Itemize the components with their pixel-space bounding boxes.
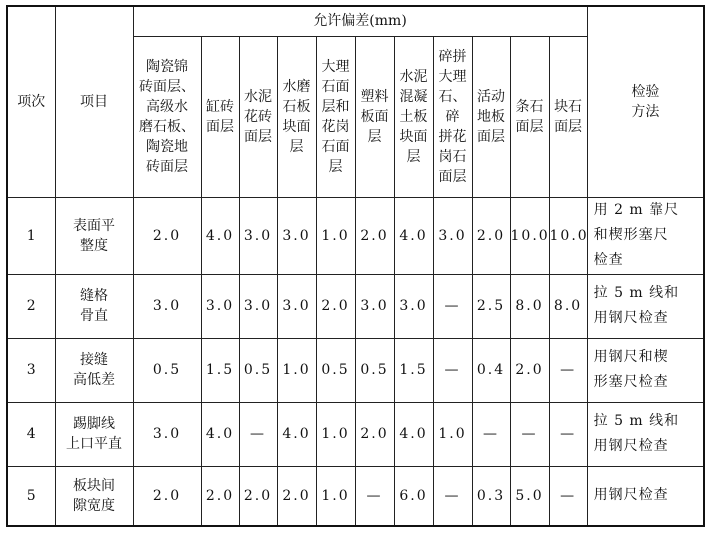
header-column: 碎拼 大理 石、碎 拼花 岗石 面层 bbox=[433, 36, 472, 197]
cell-value: 4.0 bbox=[201, 197, 239, 274]
cell-value: — bbox=[433, 338, 472, 402]
cell-value: — bbox=[549, 402, 587, 466]
cell-value: 0.4 bbox=[472, 338, 510, 402]
cell-value: 5.0 bbox=[510, 466, 549, 526]
header-column: 活动 地板 面层 bbox=[472, 36, 510, 197]
table-row bbox=[7, 274, 704, 338]
row-seq: 1 bbox=[7, 197, 55, 274]
cell-value: 1.0 bbox=[433, 402, 472, 466]
cell-value: — bbox=[355, 466, 394, 526]
table-row bbox=[7, 402, 704, 466]
header-item: 项目 bbox=[55, 6, 133, 197]
cell-value: — bbox=[433, 466, 472, 526]
header-column: 条石 面层 bbox=[510, 36, 549, 197]
cell-value: 1.0 bbox=[277, 338, 316, 402]
cell-value: 2.0 bbox=[355, 402, 394, 466]
cell-value: 4.0 bbox=[201, 402, 239, 466]
table-body bbox=[7, 197, 704, 526]
cell-value: 4.0 bbox=[277, 402, 316, 466]
row-method: 拉 5 m 线和 用钢尺检查 bbox=[587, 274, 704, 338]
row-item: 踢脚线 上口平直 bbox=[55, 402, 133, 466]
row-method: 用钢尺检查 bbox=[587, 466, 704, 526]
cell-value: 2.0 bbox=[316, 274, 355, 338]
cell-value: 8.0 bbox=[549, 274, 587, 338]
header-method: 检验 方法 bbox=[587, 6, 704, 197]
cell-value: 0.3 bbox=[472, 466, 510, 526]
cell-value: 1.0 bbox=[316, 402, 355, 466]
document-page bbox=[6, 5, 705, 527]
cell-value: 3.0 bbox=[239, 274, 277, 338]
cell-value: 1.5 bbox=[201, 338, 239, 402]
cell-value: 6.0 bbox=[394, 466, 433, 526]
table-row bbox=[7, 197, 704, 274]
header-tolerance-group: 允许偏差(mm) bbox=[133, 6, 587, 36]
header-row-group bbox=[7, 6, 704, 36]
cell-value: 2.0 bbox=[472, 197, 510, 274]
cell-value: 2.0 bbox=[133, 466, 201, 526]
header-column: 陶瓷锦 砖面层、 高级水 磨石板、 陶瓷地 砖面层 bbox=[133, 36, 201, 197]
header-seq: 项次 bbox=[7, 6, 55, 197]
row-seq: 2 bbox=[7, 274, 55, 338]
cell-value: 3.0 bbox=[133, 402, 201, 466]
header-column: 大理 石面 层和 花岗 石面 层 bbox=[316, 36, 355, 197]
cell-value: 10.0 bbox=[510, 197, 549, 274]
row-item: 板块间 隙宽度 bbox=[55, 466, 133, 526]
row-seq: 3 bbox=[7, 338, 55, 402]
cell-value: 2.0 bbox=[133, 197, 201, 274]
table-row bbox=[7, 466, 704, 526]
row-item: 缝格 骨直 bbox=[55, 274, 133, 338]
cell-value: 2.0 bbox=[510, 338, 549, 402]
row-method: 用钢尺和楔 形塞尺检查 bbox=[587, 338, 704, 402]
header-column: 水磨 石板 块面 层 bbox=[277, 36, 316, 197]
cell-value: 2.0 bbox=[277, 466, 316, 526]
header-column: 块石 面层 bbox=[549, 36, 587, 197]
cell-value: 4.0 bbox=[394, 402, 433, 466]
header-column: 缸砖 面层 bbox=[201, 36, 239, 197]
header-column: 水泥 花砖 面层 bbox=[239, 36, 277, 197]
cell-value: 2.5 bbox=[472, 274, 510, 338]
cell-value: 1.0 bbox=[316, 197, 355, 274]
cell-value: 1.5 bbox=[394, 338, 433, 402]
cell-value: 2.0 bbox=[355, 197, 394, 274]
cell-value: — bbox=[472, 402, 510, 466]
cell-value: 0.5 bbox=[355, 338, 394, 402]
cell-value: — bbox=[549, 466, 587, 526]
cell-value: 0.5 bbox=[316, 338, 355, 402]
cell-value: 0.5 bbox=[239, 338, 277, 402]
row-seq: 4 bbox=[7, 402, 55, 466]
cell-value: 2.0 bbox=[201, 466, 239, 526]
cell-value: — bbox=[239, 402, 277, 466]
cell-value: 8.0 bbox=[510, 274, 549, 338]
cell-value: 10.0 bbox=[549, 197, 587, 274]
cell-value: 3.0 bbox=[277, 197, 316, 274]
table-row bbox=[7, 338, 704, 402]
row-seq: 5 bbox=[7, 466, 55, 526]
cell-value: 3.0 bbox=[277, 274, 316, 338]
cell-value: — bbox=[510, 402, 549, 466]
cell-value: 3.0 bbox=[433, 197, 472, 274]
row-method: 用 2 m 靠尺 和楔形塞尺 检查 bbox=[587, 197, 704, 274]
cell-value: 3.0 bbox=[201, 274, 239, 338]
header-column: 塑料 板面 层 bbox=[355, 36, 394, 197]
cell-value: — bbox=[549, 338, 587, 402]
cell-value: 4.0 bbox=[394, 197, 433, 274]
row-method: 拉 5 m 线和 用钢尺检查 bbox=[587, 402, 704, 466]
header-column: 水泥 混凝 土板 块面 层 bbox=[394, 36, 433, 197]
cell-value: 3.0 bbox=[394, 274, 433, 338]
row-item: 接缝 高低差 bbox=[55, 338, 133, 402]
row-item: 表面平 整度 bbox=[55, 197, 133, 274]
tolerance-table bbox=[6, 5, 705, 527]
cell-value: 3.0 bbox=[133, 274, 201, 338]
cell-value: 3.0 bbox=[355, 274, 394, 338]
cell-value: 2.0 bbox=[239, 466, 277, 526]
cell-value: 3.0 bbox=[239, 197, 277, 274]
cell-value: 1.0 bbox=[316, 466, 355, 526]
cell-value: — bbox=[433, 274, 472, 338]
cell-value: 0.5 bbox=[133, 338, 201, 402]
